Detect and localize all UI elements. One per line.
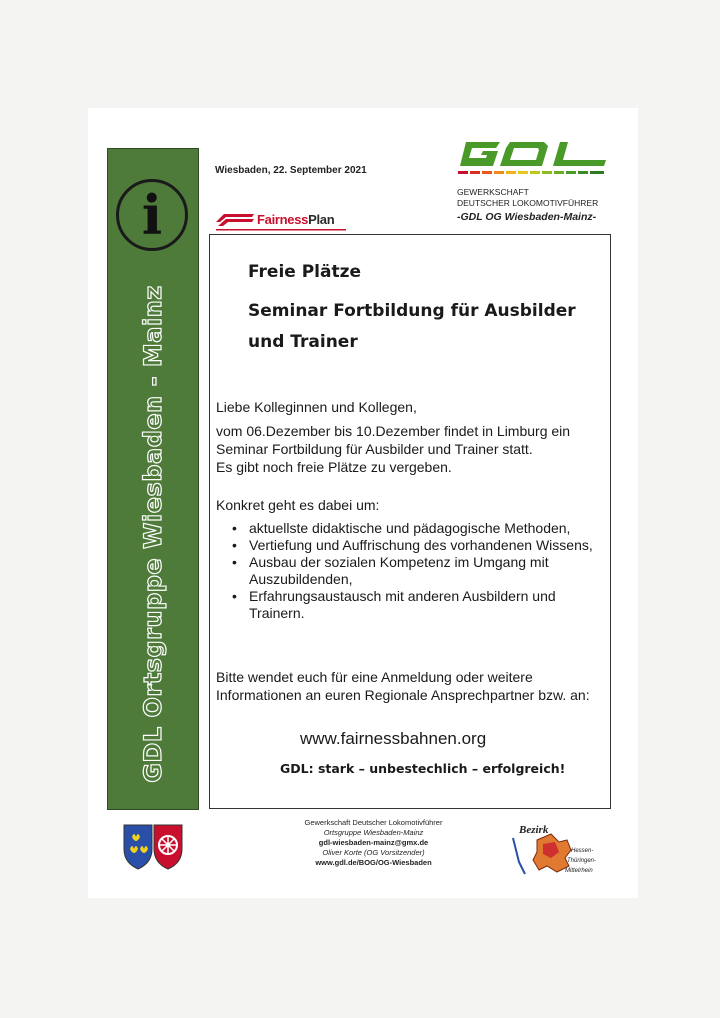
plan-wordmark: Plan [308, 212, 335, 227]
footer-org: Gewerkschaft Deutscher Lokomotivführer [304, 818, 443, 827]
paragraph-intro [216, 422, 596, 476]
topics-list [232, 520, 602, 622]
list-item: • Erfahrungsaustausch mit anderen Ausbildern und Trainern. [232, 588, 602, 622]
fairness-wordmark-red: Fairness [257, 212, 309, 227]
info-symbol: i [141, 183, 163, 247]
bezirk-logo-icon [507, 822, 601, 880]
gdl-logo-icon [456, 138, 608, 184]
footer-website[interactable]: www.gdl.de/BOG/OG-Wiesbaden [315, 858, 432, 867]
gdl-subtitle [457, 187, 598, 209]
bezirk-sub1: Hessen- [571, 848, 594, 854]
footer-email[interactable]: gdl-wiesbaden-mainz@gmx.de [318, 838, 429, 847]
gdl-motto: GDL: stark – unbestechlich – erfolgreich! [280, 761, 566, 776]
bezirk-label: Bezirk [519, 824, 549, 836]
footer-contact: Oliver Korte (OG Vorsitzender) [322, 848, 425, 857]
list-item: • Vertiefung und Auffrischung des vorhandenen Wissens, [232, 537, 602, 554]
website-link[interactable]: www.fairnessbahnen.org [300, 729, 487, 748]
paragraph-intro-line: vom 06.Dezember bis 10.Dezember findet in Limburg ein Seminar Fortbildung für Ausbilder und Trainer statt. [216, 423, 571, 457]
salutation: Liebe Kolleginnen und Kollegen, [216, 399, 417, 415]
paragraph-topics-intro: Konkret geht es dabei um: [216, 497, 380, 513]
gdl-subtitle-line1: GEWERKSCHAFT [457, 187, 529, 197]
gdl-og-label: -GDL OG Wiesbaden-Mainz- [457, 211, 597, 223]
document-date: Wiesbaden, 22. September 2021 [215, 165, 367, 176]
info-icon [116, 179, 188, 251]
heading-free-places: Freie Plätze [248, 262, 362, 282]
fairness-plan-wordmark [257, 212, 334, 227]
paragraph-contact: Bitte wendet euch für eine Anmeldung oder weitere Informationen an euren Regionale Ansprechpartner bzw. an: [216, 669, 590, 703]
list-item: • aktuellste didaktische und pädagogische Methoden, [232, 520, 602, 537]
paragraph-intro-line2: Es gibt noch freie Plätze zu vergeben. [216, 459, 452, 475]
sidebar-vertical-title: GDL Ortsgruppe Wiesbaden - Mainz [139, 285, 167, 783]
heading-seminar: Seminar Fortbildung für Ausbilder und Trainer [248, 301, 576, 352]
bezirk-sub3: Mittelrhein [565, 868, 593, 874]
gdl-subtitle-line2: DEUTSCHER LOKOMOTIVFÜHRER [457, 198, 599, 208]
coat-of-arms-icon [122, 823, 184, 871]
footer-group: Ortsgruppe Wiesbaden-Mainz [323, 828, 424, 837]
bezirk-sub2: Thüringen- [567, 858, 597, 864]
list-item: • Ausbau der sozialen Kompetenz im Umgang mit Auszubildenden, [232, 554, 602, 588]
footer-address [256, 818, 491, 868]
